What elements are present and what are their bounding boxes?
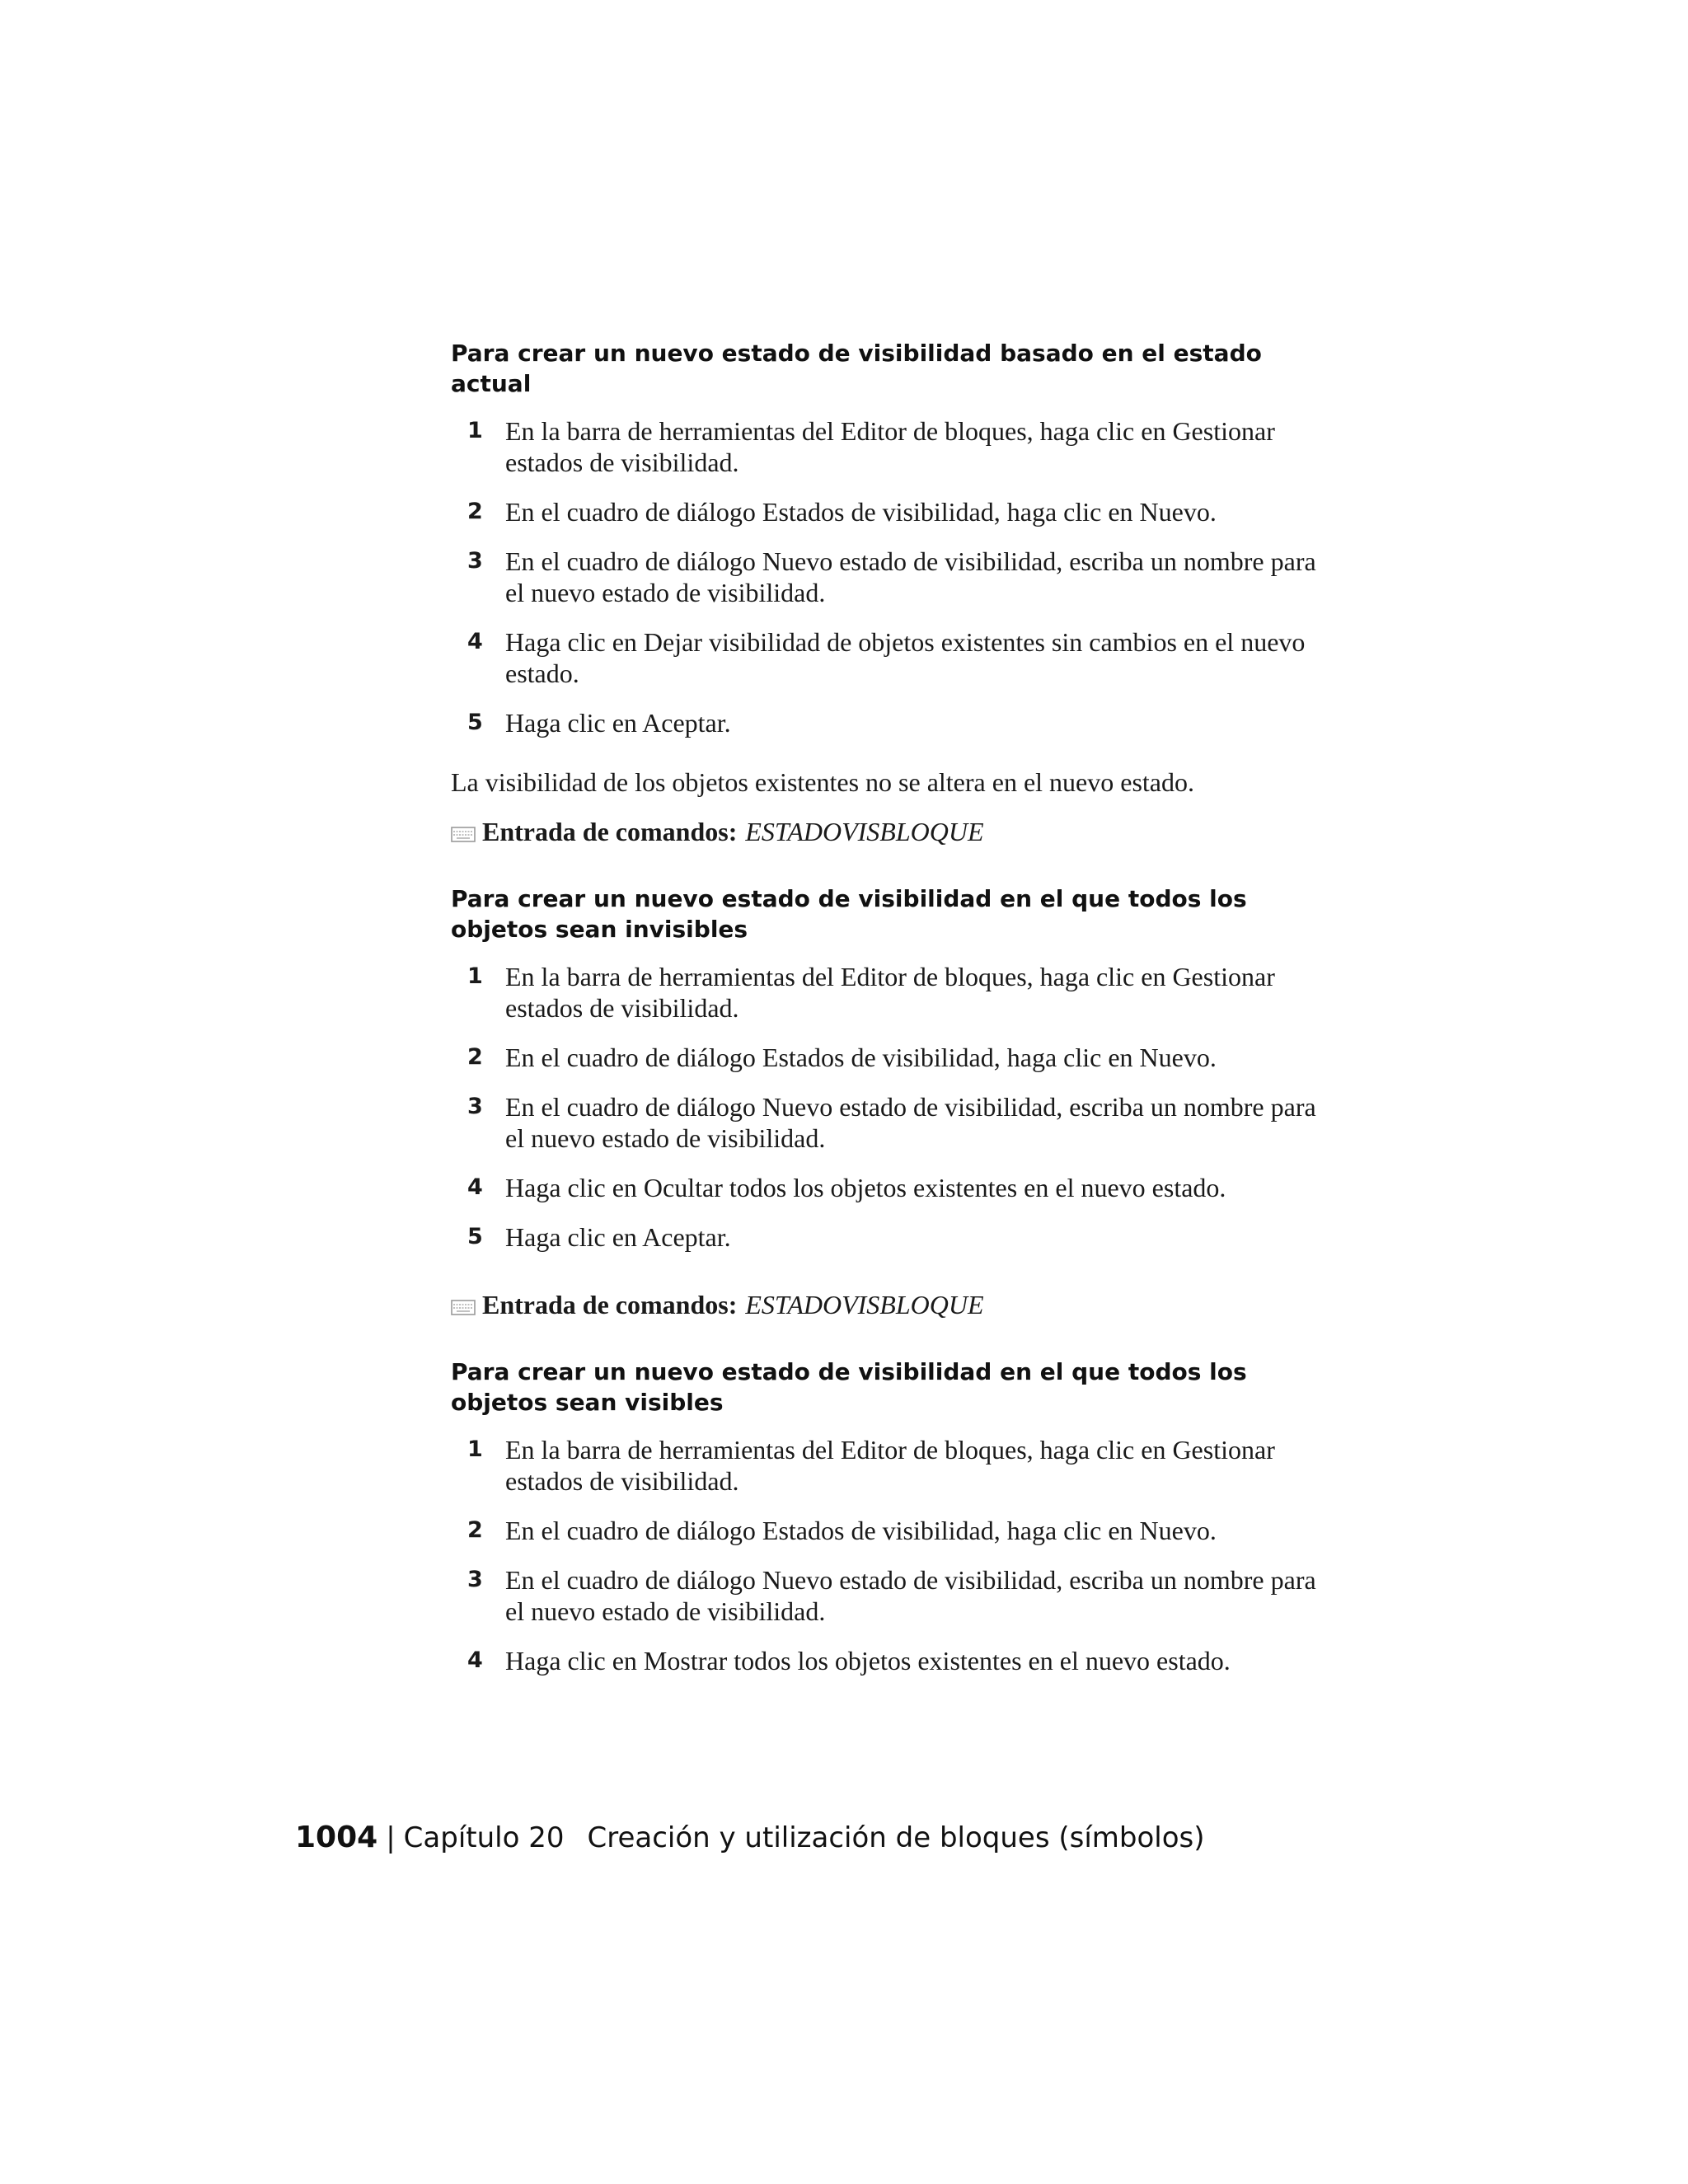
list-item — [451, 1172, 1341, 1203]
list-item — [451, 961, 1341, 1024]
step-text: Haga clic en Aceptar. — [505, 1222, 731, 1252]
page-number: 1004 — [295, 1821, 378, 1854]
step-number: 3 — [467, 1094, 483, 1119]
step-number: 5 — [467, 1224, 483, 1249]
section-visible — [451, 1357, 1341, 1676]
step-number: 4 — [467, 629, 483, 654]
step-text: Haga clic en Aceptar. — [505, 708, 731, 738]
step-text: En el cuadro de diálogo Nuevo estado de visibilidad, escriba un nombre para el nuevo estado de visibilidad. — [505, 546, 1316, 607]
list-item — [451, 1564, 1341, 1627]
command-label: Entrada de comandos: — [482, 1290, 738, 1319]
step-number: 2 — [467, 499, 483, 524]
chapter-title: Creación y utilización de bloques (símbolos) — [587, 1821, 1205, 1854]
command-label: Entrada de comandos: — [482, 817, 738, 846]
step-number: 4 — [467, 1647, 483, 1673]
step-number: 3 — [467, 1567, 483, 1592]
step-text: En el cuadro de diálogo Estados de visibilidad, haga clic en Nuevo. — [505, 1516, 1217, 1545]
section-heading: Para crear un nuevo estado de visibilidad en el que todos los objetos sean invisibles — [451, 885, 1247, 943]
step-text: En la barra de herramientas del Editor de bloques, haga clic en Gestionar estados de visibilidad. — [505, 1435, 1275, 1496]
footer-separator: | — [386, 1821, 396, 1854]
step-text: Haga clic en Mostrar todos los objetos existentes en el nuevo estado. — [505, 1646, 1231, 1675]
step-number: 1 — [467, 963, 483, 989]
page-content — [451, 338, 1341, 1694]
step-list — [451, 1434, 1341, 1676]
list-item — [451, 1091, 1341, 1154]
section-current-state — [451, 338, 1341, 847]
list-item — [451, 1042, 1341, 1073]
section-invisible — [451, 883, 1341, 1320]
step-text: En el cuadro de diálogo Nuevo estado de visibilidad, escriba un nombre para el nuevo estado de visibilidad. — [505, 1092, 1316, 1153]
list-item — [451, 626, 1341, 689]
step-text: En el cuadro de diálogo Estados de visibilidad, haga clic en Nuevo. — [505, 497, 1217, 527]
step-text: En el cuadro de diálogo Nuevo estado de visibilidad, escriba un nombre para el nuevo estado de visibilidad. — [505, 1565, 1316, 1626]
step-number: 1 — [467, 1436, 483, 1462]
step-text: En la barra de herramientas del Editor de bloques, haga clic en Gestionar estados de visibilidad. — [505, 416, 1275, 477]
step-number: 4 — [467, 1174, 483, 1200]
command-entry — [451, 816, 1341, 847]
step-list — [451, 415, 1341, 738]
step-number: 1 — [467, 418, 483, 443]
step-number: 2 — [467, 1517, 483, 1543]
chapter-number: Capítulo 20 — [403, 1821, 565, 1854]
step-list — [451, 961, 1341, 1253]
step-text: Haga clic en Dejar visibilidad de objetos existentes sin cambios en el nuevo estado. — [505, 627, 1306, 688]
step-text: Haga clic en Ocultar todos los objetos existentes en el nuevo estado. — [505, 1173, 1226, 1202]
step-number: 3 — [467, 548, 483, 574]
section-heading: Para crear un nuevo estado de visibilidad basado en el estado actual — [451, 340, 1262, 397]
step-text: En el cuadro de diálogo Estados de visibilidad, haga clic en Nuevo. — [505, 1043, 1217, 1072]
keyboard-icon — [451, 1294, 477, 1315]
result-paragraph: La visibilidad de los objetos existentes no se altera en el nuevo estado. — [451, 767, 1194, 797]
step-text: En la barra de herramientas del Editor de bloques, haga clic en Gestionar estados de visibilidad. — [505, 962, 1275, 1023]
list-item — [451, 1221, 1341, 1253]
step-number: 5 — [467, 710, 483, 735]
page-footer — [295, 1820, 1205, 1856]
list-item — [451, 707, 1341, 738]
keyboard-icon — [451, 821, 477, 842]
section-heading: Para crear un nuevo estado de visibilidad en el que todos los objetos sean visibles — [451, 1358, 1247, 1416]
list-item — [451, 546, 1341, 608]
list-item — [451, 415, 1341, 478]
list-item — [451, 1434, 1341, 1497]
step-number: 2 — [467, 1044, 483, 1070]
command-entry — [451, 1289, 1341, 1320]
command-value: ESTADOVISBLOQUE — [745, 1290, 984, 1319]
command-value: ESTADOVISBLOQUE — [745, 817, 984, 846]
list-item — [451, 1515, 1341, 1546]
list-item — [451, 1645, 1341, 1676]
list-item — [451, 496, 1341, 527]
